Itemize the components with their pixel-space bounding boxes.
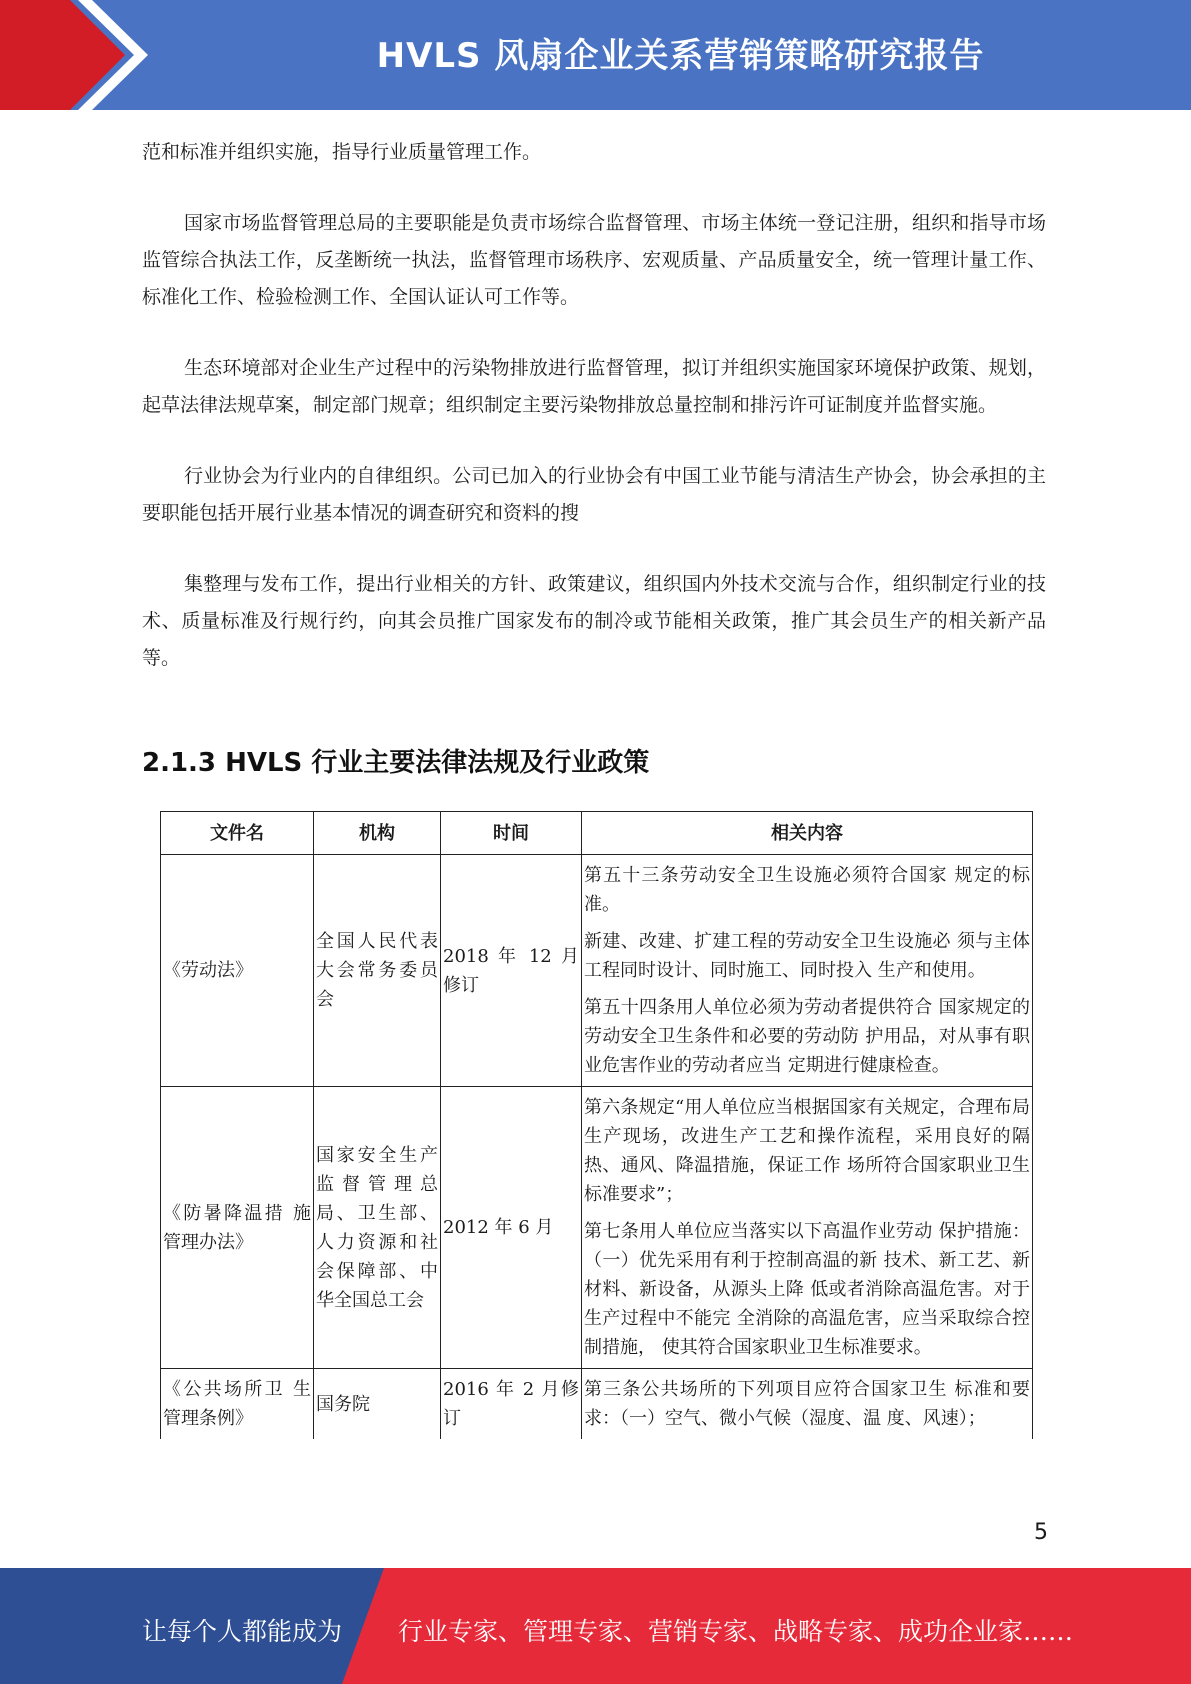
table-row <box>161 1087 1033 1369</box>
table-row <box>161 855 1033 1087</box>
cell-agency: 国务院 <box>314 1369 441 1440</box>
cell-name: 《劳动法》 <box>161 855 314 1087</box>
cell-content <box>582 855 1033 1087</box>
paragraph: 行业协会为行业内的自律组织。公司已加入的行业协会有中国工业节能与清洁生产协会，协会承担的主要职能包括开展行业基本情况的调查研究和资料的搜 <box>142 465 1046 524</box>
paragraph: 集整理与发布工作，提出行业相关的方针、政策建议，组织国内外技术交流与合作，组织制定行业的技术、质量标准及行规行约，向其会员推广国家发布的制冷或节能相关政策，推广其会员生产的相关新产品等。 <box>142 573 1046 669</box>
paragraph: 国家市场监督管理总局的主要职能是负责市场综合监督管理、市场主体统一登记注册，组织和指导市场监管综合执法工作，反垄断统一执法，监督管理市场秩序、宏观质量、产品质量安全，统一管理计量工作、标准化工作、检验检测工作、全国认证认可工作等。 <box>142 212 1046 308</box>
table-row <box>161 1369 1033 1440</box>
content-paragraph: 第五十四条用人单位必须为劳动者提供符合 国家规定的劳动安全卫生条件和必要的劳动防 护用品，对从事有职业危害作业的劳动者应当 定期进行健康检查。 <box>584 997 1030 1076</box>
cell-content <box>582 1087 1033 1369</box>
paragraph: 范和标准并组织实施，指导行业质量管理工作。 <box>142 141 542 163</box>
cell-date: 2016 年 2 月修订 <box>441 1369 582 1440</box>
column-header-agency: 机构 <box>314 812 441 855</box>
cell-agency: 全国人民代表大会常务委员会 <box>314 855 441 1087</box>
content-paragraph: 新建、改建、扩建工程的劳动安全卫生设施必 须与主体工程同时设计、同时施工、同时投入 生产和使用。 <box>584 931 1030 981</box>
cell-agency: 国家安全生产监督管理总局、卫生部、人力资源和社会保障部、中华全国总工会 <box>314 1087 441 1369</box>
footer-banner <box>0 1568 1191 1684</box>
footer-slogan-left: 让每个人都能成为 <box>142 1617 343 1646</box>
content-paragraph: 第六条规定“用人单位应当根据国家有关规定，合理布局生产现场，改进生产工艺和操作流程，采用良好的隔热、通风、降温措施，保证工作 场所符合国家职业卫生标准要求”； <box>584 1097 1030 1205</box>
cell-date: 2012 年 6 月 <box>441 1087 582 1369</box>
cell-date: 2018 年 12 月修订 <box>441 855 582 1087</box>
column-header-date: 时间 <box>441 812 582 855</box>
page-number: 5 <box>1034 1520 1048 1545</box>
column-header-name: 文件名 <box>161 812 314 855</box>
paragraph: 生态环境部对企业生产过程中的污染物排放进行监督管理，拟订并组织实施国家环境保护政策、规划，起草法律法规草案，制定部门规章；组织制定主要污染物排放总量控制和排污许可证制度并监督实施。 <box>142 357 1046 416</box>
table-header-row <box>161 812 1033 855</box>
laws-table <box>160 811 1033 1439</box>
section-heading: 2.1.3 HVLS 行业主要法律法规及行业政策 <box>142 748 650 778</box>
header-banner <box>0 0 1191 110</box>
content-paragraph: 第七条用人单位应当落实以下高温作业劳动 保护措施：（一）优先采用有利于控制高温的新 技术、新工艺、新材料、新设备，从源头上降 低或者消除高温危害。对于生产过程中不能完 全消除的高温危害，应当采取综合控制措施， 使其符合国家职业卫生标准要求。 <box>584 1221 1030 1358</box>
column-header-content: 相关内容 <box>582 812 1033 855</box>
cell-name: 《防暑降温措 施管理办法》 <box>161 1087 314 1369</box>
content-paragraph: 第三条公共场所的下列项目应符合国家卫生 标准和要求：（一）空气、微小气候（湿度、温 度、风速）； <box>584 1379 1030 1429</box>
content-paragraph: 第五十三条劳动安全卫生设施必须符合国家 规定的标准。 <box>584 865 1030 915</box>
cell-name: 《公共场所卫 生管理条例》 <box>161 1369 314 1440</box>
body-text <box>142 134 1046 711</box>
report-title: HVLS 风扇企业关系营销策略研究报告 <box>376 36 985 76</box>
footer-slogan-right: 行业专家、管理专家、营销专家、战略专家、成功企业家…… <box>398 1617 1074 1646</box>
cell-content <box>582 1369 1033 1440</box>
